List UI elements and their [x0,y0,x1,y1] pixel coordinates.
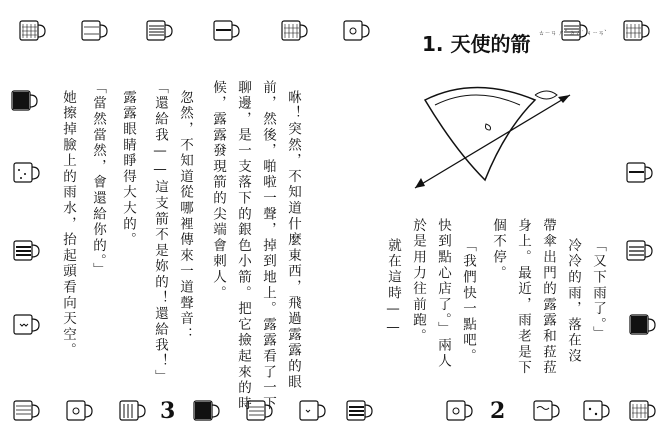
text-column: 忽然，不知道從哪裡傳來一道聲音： [177,90,193,343]
mug-icon [628,312,656,336]
mug-icon [628,398,656,422]
mug-icon [342,18,370,42]
mug-icon [145,18,173,42]
text-column: 冷冷的雨，落在沒 [565,238,581,365]
mug-icon [625,238,653,262]
mug-icon [625,160,653,184]
mug-icon [345,398,373,422]
mug-icon [192,398,220,422]
mug-icon [80,18,108,42]
mug-icon [12,238,40,262]
text-column: 「又下雨了。」 [590,238,606,342]
chapter-title-text: 1. 天使的箭 [422,32,531,56]
text-column: 「當然當然，會還給你的。」 [90,80,106,279]
mug-icon [18,18,46,42]
chapter-title-ruby: ㄊㄧㄢ ㄕˇ ㄉㄜ˙ ㄐㄧㄢˋ [538,30,608,37]
mug-icon [622,18,650,42]
mug-icon [65,398,93,422]
page-number-right: 2 [490,398,506,424]
text-column: 聊邊，是一支落下的銀色小箭。把它撿起來的時 [235,80,251,412]
text-column: 就在這時—— [385,238,401,338]
mug-icon [532,398,560,422]
text-column: 快到點心店了。」兩人 [435,218,451,370]
mug-icon [12,312,40,336]
text-column: 她擦掉臉上的雨水，抬起頭看向天空。 [60,90,76,359]
chapter-title [422,28,608,57]
mug-icon [212,18,240,42]
page-number-left: 3 [160,398,176,424]
text-column: 身上。最近，雨老是下 [515,218,531,376]
text-column: 「還給我——這支箭不是妳的！還給我！」 [152,80,168,386]
mug-icon [12,398,40,422]
mug-icon [582,398,610,422]
mug-icon [118,398,146,422]
text-column: 個不停。 [490,218,506,282]
text-column: 露露眼睛睜得大大的。 [120,90,136,248]
mug-icon [12,160,40,184]
mug-icon [445,398,473,422]
text-column: 於是用力往前跑。 [410,218,426,345]
bow-and-arrow-icon [395,70,595,200]
text-column: 帶傘出門的露露和菈菈 [540,218,556,376]
text-column: 候，露露發現箭的尖端會刺人。 [210,80,226,302]
mug-icon [280,18,308,42]
mug-icon [298,398,326,422]
text-column: 咻！突然，不知道什麼東西，飛過露露的眼 [285,90,301,391]
mug-icon [10,88,38,112]
text-column: 前，然後，啪啦一聲，掉到地上。露露看了一下 [260,80,276,412]
text-column: 「我們快一點吧。 [460,238,476,365]
